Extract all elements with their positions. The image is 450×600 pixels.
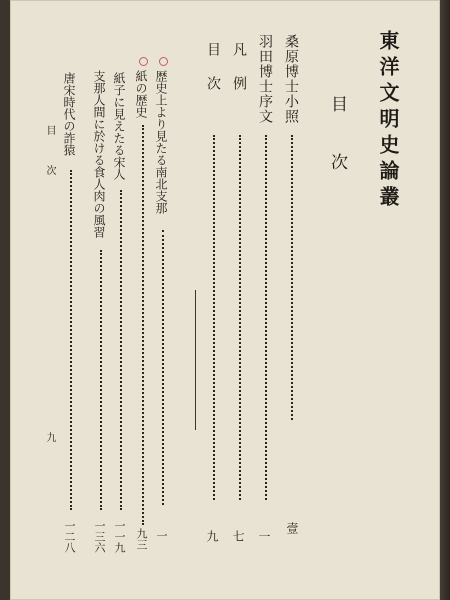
toc-entry-page: 一一九: [113, 520, 126, 553]
toc-entry-page: 七: [231, 530, 245, 542]
toc-entry-page: 一: [155, 530, 168, 541]
book-title: 東洋文明史論叢: [376, 30, 400, 212]
toc-entry-title: 羽田博士序文: [257, 34, 273, 124]
toc-entry-title: 桑原博士小照: [283, 34, 299, 124]
toc-entry-leader: [265, 135, 267, 500]
toc-entry-page: 壹: [285, 522, 299, 534]
toc-entry-title: 唐宋時代の詐猿: [62, 72, 76, 156]
toc-entry-page: 九三: [135, 528, 148, 550]
section-rule: [195, 290, 196, 430]
toc-entry-leader: [120, 190, 122, 510]
toc-entry-page: 一三六: [93, 520, 106, 553]
running-foot-page: 九: [44, 432, 55, 442]
toc-entry-title: 紙子に見えたる宋人: [112, 72, 126, 180]
pencil-circle-mark: [159, 57, 168, 66]
toc-entry-page: 一二八: [63, 520, 76, 553]
toc-entry-leader: [142, 125, 144, 525]
toc-entry-title: 支那人間に於ける食人肉の風習: [92, 70, 106, 238]
running-foot-label: 目 次: [44, 125, 55, 185]
toc-entry-leader: [162, 230, 164, 505]
toc-entry-leader: [291, 135, 293, 420]
toc-entry-title: 歴史上より見たる南北支那: [154, 70, 168, 214]
toc-heading: 目 次: [327, 95, 347, 182]
toc-entry-leader: [70, 170, 72, 510]
toc-entry-title: 目 次: [205, 42, 221, 93]
toc-entry-leader: [213, 135, 215, 500]
book-page: [10, 0, 440, 600]
toc-entry-title: 凡 例: [231, 42, 247, 93]
toc-entry-leader: [239, 135, 241, 500]
toc-entry-page: 一: [257, 530, 271, 542]
toc-entry-page: 九: [205, 530, 219, 542]
toc-entry-leader: [100, 250, 102, 510]
toc-entry-title: 紙の歴史: [134, 70, 148, 118]
pencil-circle-mark: [139, 57, 148, 66]
